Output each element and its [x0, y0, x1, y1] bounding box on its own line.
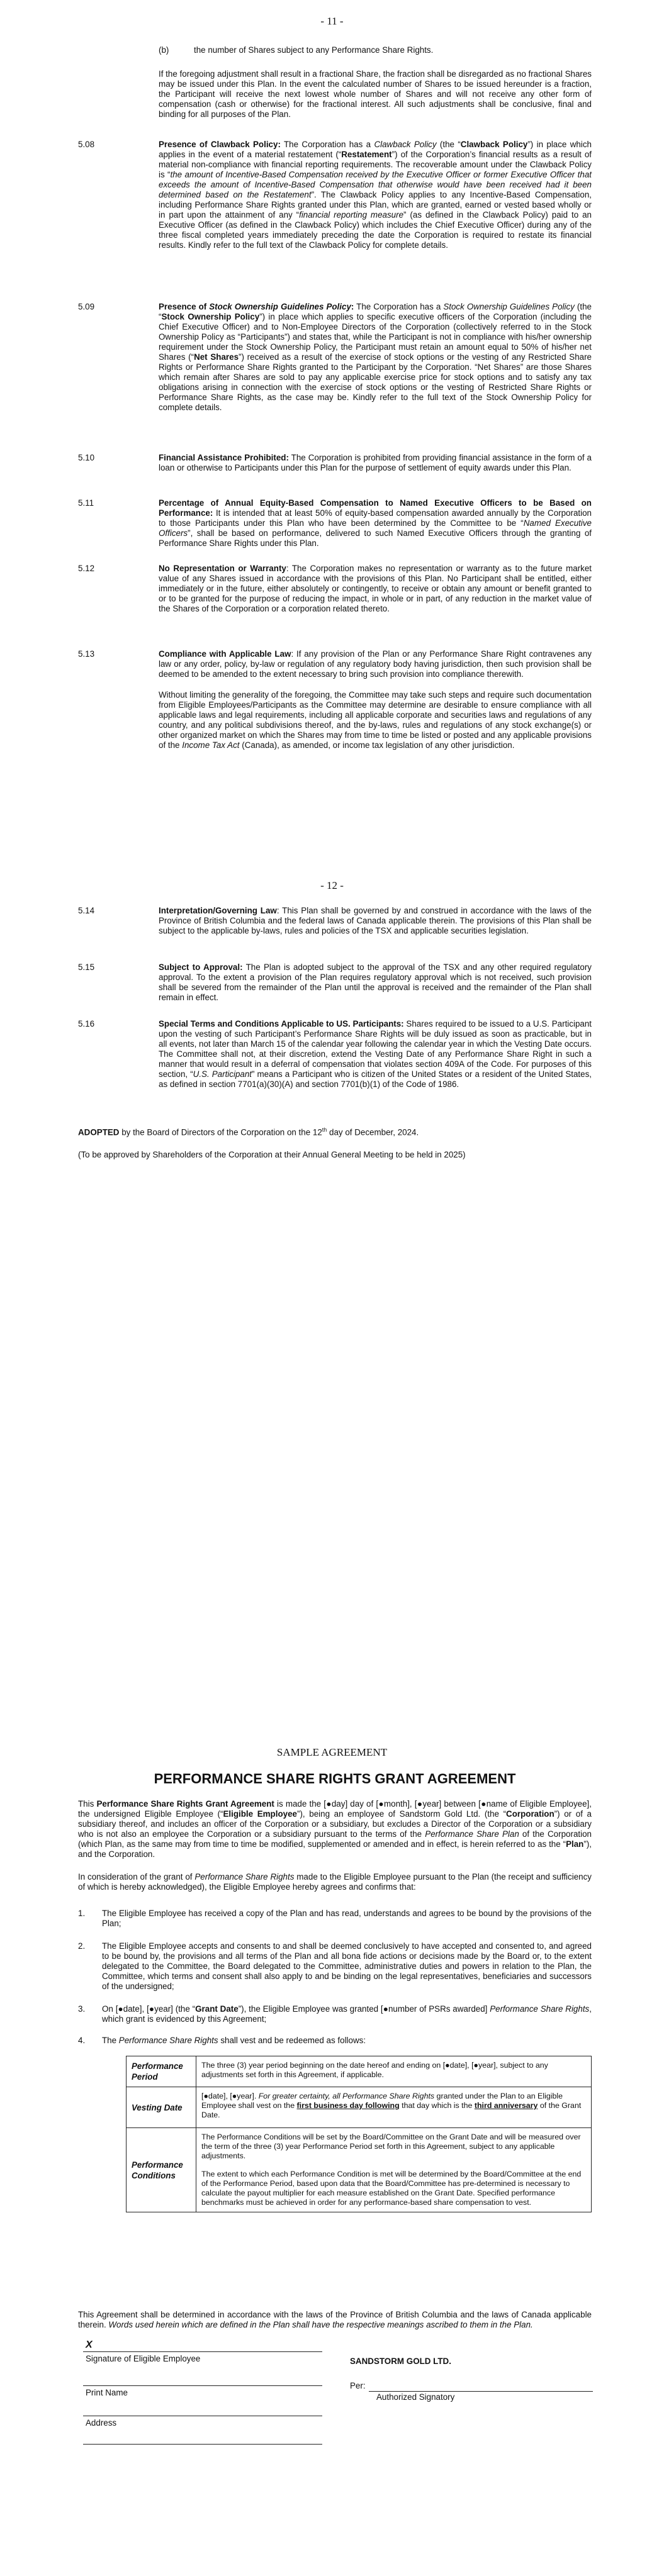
vesting-terms-table — [126, 2056, 592, 2212]
per-label: Per: — [350, 2381, 366, 2390]
section-number: 5.12 — [78, 564, 95, 573]
signature-label: Signature of Eligible Employee — [86, 2354, 201, 2363]
page-number: - 12 - — [320, 879, 344, 891]
list-number: 2. — [78, 1941, 86, 1951]
list-item — [78, 2036, 592, 2046]
list-item — [78, 1941, 592, 1992]
section-number: 5.09 — [78, 302, 95, 311]
section-number: 5.14 — [78, 906, 95, 915]
table-row — [127, 2056, 592, 2087]
section-body: Compliance with Applicable Law: If any provision of the Plan or any Performance Share Right contravenes any law or any order, policy, by-law or regulation of any regulatory body having jurisdiction, then such provision shall be deemed to be amended to the extent necessary to bring such provision into compliance therewith. — [159, 649, 592, 679]
list-number: 1. — [78, 1909, 86, 1918]
item-b — [78, 45, 592, 55]
fraction-paragraph: If the foregoing adjustment shall result in a fractional Share, the fraction shall be disregarded as no fractional Shares may be issued under this Plan. In the event the calculated number of Shares to be issued hereunder is a fraction, the Participant will receive the next lowest whole number of Shares and will not receive any other form of compensation (cash or otherwise) for the fractional interest. All such adjustments shall be conclusive, final and binding for all purposes of the Plan. — [159, 69, 592, 119]
governing-law-paragraph: This Agreement shall be determined in accordance with the laws of the Province of British Columbia and the laws of Canada applicable therein. Words used herein which are defined in the Plan shall have the respective meanings ascribed to them in the Plan. — [78, 2310, 592, 2329]
sample-agreement-label: SAMPLE AGREEMENT — [276, 1746, 388, 1758]
adopted-statement: ADOPTED by the Board of Directors of the Corporation on the 12th day of December, 2024. — [78, 1127, 419, 1137]
approval-note: (To be approved by Shareholders of the Corporation at their Annual General Meeting to be held in 2025) — [78, 1150, 466, 1159]
address-line-2[interactable] — [83, 2444, 322, 2445]
consideration-paragraph: In consideration of the grant of Performance Share Rights made to the Eligible Employee pursuant to the Plan (the receipt and sufficiency of which is hereby acknowledged), the Eligible Employee hereby agrees and confirms that: — [78, 1872, 592, 1892]
section-number: 5.10 — [78, 453, 95, 462]
list-item — [78, 2004, 592, 2024]
list-text: The Eligible Employee has received a copy of the Plan and has read, understands and agrees to be bound by the provisions of the Plan; — [102, 1909, 592, 1928]
section-number: 5.16 — [78, 1019, 95, 1029]
section-body: Interpretation/Governing Law: This Plan shall be governed by and construed in accordance with the laws of the Province of British Columbia and the federal laws of Canada applicable therein. The provisions of this Plan shall be subject to the applicable by-laws, rules and policies of the TSX and applicable securities legislation. — [159, 906, 592, 935]
section-5-14 — [78, 906, 592, 936]
table-row — [127, 2128, 592, 2212]
performance-period-text: The three (3) year period beginning on the date hereof and ending on [●date], [●year], subject to any adjustments set forth in this Agreement, if applicable. — [196, 2056, 592, 2087]
list-text: The Eligible Employee accepts and consents to and shall be deemed conclusively to have accepted and consented to, and agreed to be bound by, the provisions and all terms of the Plan and all bona fide actions or decisions made by the Board or, to the extent delegated to the Committee, the Board delegated to the Committee, administrative duties and powers in relation to the Plan, the Committee, which terms and consent shall also apply to and be binding on the legal representatives, beneficiaries and successors of the undersigned; — [102, 1941, 592, 1991]
company-name: SANDSTORM GOLD LTD. — [350, 2356, 451, 2366]
print-name-line[interactable] — [83, 2385, 322, 2386]
section-body: Presence of Stock Ownership Guidelines Policy: The Corporation has a Stock Ownership Guidelines Policy (the “Stock Ownership Policy”) in place which applies to specific executive officers of the Corporation (including the Chief Executive Officer) and to Non-Employee Directors of the Corporation (collectively referred to in the Stock Ownership Policy as “Participants”) and states that, while the Participant is not in compliance with his/her ownership requirement under the Stock Ownership Policy, the Participant must retain an amount equal to 50% of his/her net Shares (“Net Shares”) received as a result of the exercise of stock options or the vesting of any Restricted Share Rights or Performance Share Rights granted to the Participant by the Corporation. “Net Shares” are those Shares which remain after Shares are sold to pay any applicable exercise price for stock options and to satisfy any tax obligations arising in connection with the exercise of stock options or the vesting of Restricted Share Rights or Performance Share Rights, as the case may be. Kindly refer to the full text of the Stock Ownership Policy for complete details. — [159, 302, 592, 412]
item-b-label: (b) — [159, 45, 169, 55]
agreement-title: PERFORMANCE SHARE RIGHTS GRANT AGREEMENT — [154, 1771, 516, 1787]
section-number: 5.15 — [78, 962, 95, 972]
page-number: - 11 - — [320, 15, 344, 27]
list-number: 3. — [78, 2004, 86, 2014]
section-body: Financial Assistance Prohibited: The Corporation is prohibited from providing financial assistance in the form of a loan or otherwise to Participants under this Plan for the purpose of settlement of equity awards under this Plan. — [159, 453, 592, 472]
section-5-12 — [78, 564, 592, 614]
list-number: 4. — [78, 2036, 86, 2045]
vesting-date-label: Vesting Date — [127, 2087, 196, 2128]
vesting-date-text: [●date], [●year]. For greater certainty, all Performance Share Rights granted under the Plan to an Eligible Employee shall vest on the first business day following that day which is the third anniversary of the Grant Date. — [196, 2087, 592, 2128]
agreement-intro: This Performance Share Rights Grant Agreement is made the [●day] day of [●month], [●year] between [●name of Eligible Employee], the undersigned Eligible Employee (“Eligible Employee”), being an employee of Sandstorm Gold Ltd. (the “Corporation”) or of a subsidiary thereof, and includes an officer of the Corporation or a subsidiary, but excludes a Director of the Corporation or a subsidiary who is not also an employee the Corporation or a subsidiary pursuant to the terms of the Performance Share Plan of the Corporation (which Plan, as the same may from time to time be modified, supplemented or amended and in effect, is herein referred to as the “Plan”), and the Corporation. — [78, 1799, 592, 1859]
list-text: The Performance Share Rights shall vest and be redeemed as follows: — [102, 2036, 366, 2045]
section-5-13-paragraph-2: Without limiting the generality of the foregoing, the Committee may take such steps and require such documentation from Eligible Employees/Participants as the Committee may determine are desirable to ensure compliance with all applicable laws and legal requirements, including all applicable corporate and securities laws and regulations of any country, and any political subdivisions thereof, and the by-laws, rules and regulations of any stock exchange(s) or other organized market on which the Shares may from time to time be listed or posted and any applicable provisions of the Income Tax Act (Canada), as amended, or income tax legislation of any other jurisdiction. — [159, 690, 592, 750]
section-5-16 — [78, 1019, 592, 1090]
item-b-text: the number of Shares subject to any Performance Share Rights. — [194, 45, 434, 55]
section-5-09 — [78, 302, 592, 413]
authorized-signatory-label: Authorized Signatory — [376, 2392, 455, 2402]
performance-conditions-text: The Performance Conditions will be set by the Board/Committee on the Grant Date and will be measured over the term of the three (3) year Performance Period set forth in this Agreement, subject to any applicable adjustments. The extent to which each Performance Condition is met will be determined by the Board/Committee at the end of the Performance Period, based upon data that the Board/Committee has pre-determined is necessary to calculate the payout multiplier for each measure established on the Grant Date. Specified performance benchmarks must be achieved in order for any performance-based share compensation to vest. — [196, 2128, 592, 2212]
section-body: Subject to Approval: The Plan is adopted subject to the approval of the TSX and any other required regulatory approval. To the extent a provision of the Plan requires regulatory approval which is not received, such provision shall be severed from the remainder of the Plan until the approval is received and the remainder of the Plan shall remain in effect. — [159, 962, 592, 1002]
signature-x-mark: X — [86, 2339, 93, 2350]
list-item — [78, 1909, 592, 1929]
signature-line[interactable] — [83, 2351, 322, 2352]
section-body: No Representation or Warranty: The Corporation makes no representation or warranty as to the future market value of any Shares issued in accordance with the provisions of this Plan. No Participant shall be entitled, either immediately or in the future, either absolutely or contingently, to receive or obtain any amount or benefit granted to or to be granted for the purpose of reducing the impact, in whole or in part, of any reduction in the market value of the Shares of the Corporation or a corporation related thereto. — [159, 564, 592, 613]
section-body: Presence of Clawback Policy: The Corporation has a Clawback Policy (the “Clawback Policy”) in place which applies in the event of a material restatement (“Restatement”) of the Corporation’s financial results as a result of material non-compliance with financial reporting requirements. The recoverable amount under the Clawback Policy is “the amount of Incentive-Based Compensation received by the Executive Officer or former Executive Officer that exceeds the amount of Incentive-Based Compensation that otherwise would have been received had it been determined based on the Restatement”. The Clawback Policy applies to any Incentive-Based Compensation, including Performance Share Rights granted under this Plan, which are granted, earned or vested based wholly or in part upon the attainment of any “financial reporting measure” (as defined in the Clawback Policy) paid to an Executive Officer (as defined in the Clawback Policy) which includes the Chief Executive Officer) during any of the three fiscal completed years immediately preceding the date the Corporation is required to restate its financial results. Kindly refer to the full text of the Clawback Policy for complete details. — [159, 140, 592, 250]
section-body: Percentage of Annual Equity-Based Compensation to Named Executive Officers to be Based on Performance: It is intended that at least 50% of equity-based compensation awarded annually by the Corporation to those Participants under this Plan who have been determined by the Committee to be “Named Executive Officers”, shall be based on performance, delivered to such Named Executive Officers through the granting of Performance Share Rights under this Plan. — [159, 498, 592, 548]
address-label: Address — [86, 2418, 117, 2428]
table-row — [127, 2087, 592, 2128]
section-5-13 — [78, 649, 592, 750]
performance-conditions-label: Performance Conditions — [127, 2128, 196, 2212]
section-number: 5.13 — [78, 649, 95, 659]
print-name-label: Print Name — [86, 2388, 128, 2397]
section-number: 5.11 — [78, 498, 94, 508]
list-text: On [●date], [●year] (the “Grant Date”), the Eligible Employee was granted [●number of PSRs awarded] Performance Share Rights, which grant is evidenced by this Agreement; — [102, 2004, 592, 2024]
section-body: Special Terms and Conditions Applicable to US. Participants: Shares required to be issued to a U.S. Participant upon the vesting of such Participant’s Performance Share Rights will be duly issued as soon as practicable, but in all events, not later than March 15 of the calendar year following the calendar year in which the Vesting Date occurs. The Committee shall not, at their discretion, extend the Vesting Date of any Performance Share Right in such a manner that would result in a deferral of compensation that violates section 409A of the Code. For purposes of this section, “U.S. Participant” means a Participant who is citizen of the United States or a resident of the United States, as defined in section 7701(a)(30)(A) and section 7701(b)(1) of the Code of 1986. — [159, 1019, 592, 1089]
section-5-08 — [78, 140, 592, 250]
performance-period-label: Performance Period — [127, 2056, 196, 2087]
authorized-signatory-line[interactable] — [369, 2391, 593, 2392]
section-5-11 — [78, 498, 592, 549]
section-number: 5.08 — [78, 140, 95, 149]
section-5-15 — [78, 962, 592, 1003]
section-5-10 — [78, 453, 592, 473]
